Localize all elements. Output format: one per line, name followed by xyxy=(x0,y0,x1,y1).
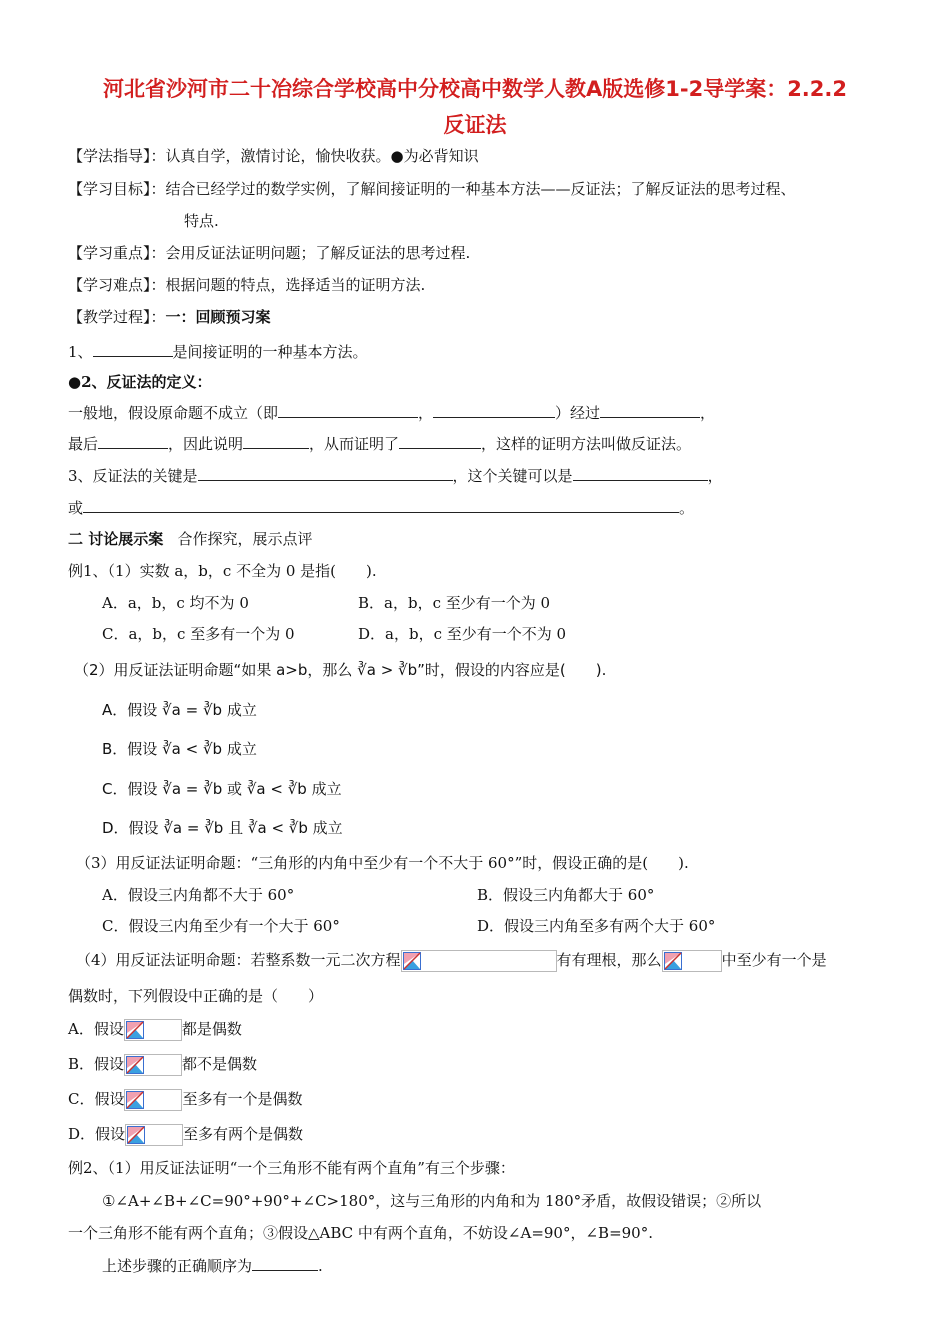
guide-label: 【学法指导】： xyxy=(68,147,166,165)
cbrt-a: ∛a xyxy=(162,740,181,758)
blank[interactable] xyxy=(433,402,555,418)
goal-text: 结合已经学过的数学实例，了解间接证明的一种基本方法——反证法；了解反证法的思考过程、 xyxy=(165,180,796,198)
ex1-q2-post: ”时，假设的内容应是( ). xyxy=(417,661,607,679)
process-row xyxy=(68,307,271,327)
ex1-q3-option-c[interactable]: C．假设三内角至少有一个大于 60° xyxy=(102,917,340,935)
ex1-q4-a: （4）用反证法证明命题：若整系数一元二次方程 xyxy=(76,951,401,969)
ex1-q1-option-c[interactable]: C．a，b，c 至多有一个为 0 xyxy=(102,625,295,643)
focus-text: 会用反证法证明问题；了解反证法的思考过程. xyxy=(165,244,471,262)
cbrt-b: ∛b xyxy=(398,661,418,679)
q2-line2-c: ，从而证明了 xyxy=(309,435,400,453)
option-pre: D．假设 xyxy=(102,819,159,837)
cbrt-b: ∛b xyxy=(202,701,223,719)
ex1-q3-option-d[interactable]: D．假设三内角至多有两个大于 60° xyxy=(477,917,716,935)
coefficients-image-placeholder xyxy=(124,1019,182,1041)
broken-image-icon xyxy=(127,1126,145,1144)
ex1-q4-option-a[interactable] xyxy=(68,1019,242,1041)
focus-label: 【学习重点】： xyxy=(68,244,166,262)
option-post: 成立 xyxy=(311,780,342,798)
coefficients-image-placeholder xyxy=(662,950,722,972)
ex1-q2-option-d[interactable] xyxy=(102,818,343,838)
option-pre: B．假设 xyxy=(102,740,158,758)
q2-heading: ●2、反证法的定义： xyxy=(68,373,212,391)
ex1-q4-option-d[interactable] xyxy=(68,1124,303,1146)
lt: < xyxy=(270,780,283,798)
goal-label: 【学习目标】： xyxy=(68,180,166,198)
blank[interactable] xyxy=(98,433,168,449)
q3-row xyxy=(68,465,723,486)
option-pre: A．假设 xyxy=(102,701,158,719)
blank[interactable] xyxy=(198,465,453,481)
q2-line2-b: ，因此说明 xyxy=(168,435,244,453)
option-post: 都是偶数 xyxy=(181,1020,242,1038)
ex1-q3-option-b[interactable]: B．假设三内角都大于 60° xyxy=(477,886,655,904)
cbrt-b: ∛b xyxy=(288,819,308,837)
blank[interactable] xyxy=(573,465,708,481)
q3-c: ， xyxy=(707,467,723,485)
coefficients-image-placeholder xyxy=(124,1054,182,1076)
q2-line-1 xyxy=(68,402,715,423)
option-pre: C．假设 xyxy=(102,780,158,798)
ex1-q3-option-a[interactable]: A．假设三内角都不大于 60° xyxy=(102,886,295,904)
gt: > xyxy=(380,661,394,679)
option-post: 至多有一个是偶数 xyxy=(182,1090,303,1108)
blank[interactable] xyxy=(600,402,700,418)
difficulty-text: 根据问题的特点，选择适当的证明方法. xyxy=(165,276,426,294)
lt: < xyxy=(271,819,285,837)
option-post: 成立 xyxy=(226,740,257,758)
section-2-heading xyxy=(68,529,313,549)
eq: = xyxy=(185,780,199,798)
ex2-line-3 xyxy=(102,1255,323,1276)
blank[interactable] xyxy=(399,433,481,449)
ex1-q2-option-a[interactable] xyxy=(102,700,257,720)
q1-row xyxy=(68,341,368,362)
process-text: 一：回顾预习案 xyxy=(165,308,271,326)
ex1-q1-option-b[interactable]: B．a，b，c 至少有一个为 0 xyxy=(358,594,551,612)
title-line-1: 河北省沙河市二十冶综合学校高中分校高中数学人教A版选修1-2导学案：2.2.2 xyxy=(103,77,847,101)
blank[interactable] xyxy=(278,402,418,418)
q1-text: 是间接证明的一种基本方法。 xyxy=(172,343,368,361)
broken-image-icon xyxy=(126,1056,144,1074)
title-line-2: 反证法 xyxy=(443,113,507,137)
cbrt-a: ∛a xyxy=(247,819,267,837)
coefficients-image-placeholder xyxy=(125,1124,183,1146)
ex1-q1: 例1、（1）实数 a，b，c 不全为 0 是指( ). xyxy=(68,562,377,580)
q3-row-2 xyxy=(68,497,694,518)
q1-num: 1、 xyxy=(68,343,93,361)
ex1-q2 xyxy=(74,660,606,680)
ex2-line3-a: 上述步骤的正确顺序为 xyxy=(102,1257,253,1275)
ex1-q4-b: 有有理根，那么 xyxy=(556,951,662,969)
guide-row xyxy=(68,146,479,166)
focus-row xyxy=(68,243,470,263)
lt: < xyxy=(185,740,199,758)
coefficients-image-placeholder xyxy=(124,1089,182,1111)
goal-row xyxy=(68,179,796,199)
ex1-q4 xyxy=(76,950,827,972)
q3-b: ，这个关键可以是 xyxy=(452,467,573,485)
q2-line2-d: ，这样的证明方法叫做反证法。 xyxy=(481,435,692,453)
ex1-q4-option-b[interactable] xyxy=(68,1054,257,1076)
cbrt-b: ∛b xyxy=(204,819,224,837)
ex2-line-2: 一个三角形不能有两个直角；③假设△ABC 中有两个直角，不妨设∠A=90°，∠B=90°. xyxy=(68,1224,653,1242)
option-post: 至多有两个是偶数 xyxy=(183,1125,304,1143)
option-pre: C．假设 xyxy=(68,1090,125,1108)
q3-line2-b: 。 xyxy=(679,499,695,517)
section2-bold: 二 讨论展示案 xyxy=(68,530,164,548)
broken-image-icon xyxy=(126,1091,144,1109)
equation-image-placeholder xyxy=(401,950,557,972)
q1-blank[interactable] xyxy=(93,341,173,357)
q2-line1-c: ）经过 xyxy=(555,404,601,422)
difficulty-row xyxy=(68,275,425,295)
answer-blank[interactable] xyxy=(252,1255,318,1271)
and: 且 xyxy=(228,819,244,837)
ex1-q2-option-b[interactable] xyxy=(102,739,257,759)
ex1-q1-option-d[interactable]: D．a，b，c 至少有一个不为 0 xyxy=(358,625,567,643)
q2-line-2 xyxy=(68,433,691,454)
broken-image-icon xyxy=(664,952,682,970)
ex1-q4-option-c[interactable] xyxy=(68,1089,303,1111)
broken-image-icon xyxy=(403,952,421,970)
ex1-q2-pre: （2）用反证法证明命题“如果 a>b，那么 xyxy=(74,661,353,679)
ex1-q3: （3）用反证法证明命题：“三角形的内角中至少有一个不大于 60°”时，假设正确的是( ). xyxy=(76,854,689,872)
q2-line1-b: ， xyxy=(418,404,434,422)
goal-row-2: 特点. xyxy=(184,212,219,230)
eq: = xyxy=(185,701,199,719)
eq: = xyxy=(186,819,200,837)
process-label: 【教学过程】： xyxy=(68,308,166,326)
option-post: 都不是偶数 xyxy=(182,1055,258,1073)
difficulty-label: 【学习难点】： xyxy=(68,276,166,294)
q2-line1-a: 一般地，假设原命题不成立（即 xyxy=(68,404,279,422)
cbrt-b: ∛b xyxy=(203,780,223,798)
option-post: 成立 xyxy=(226,701,257,719)
q3-line2-a: 或 xyxy=(68,499,84,517)
ex2-line-1: ①∠A+∠B+∠C=90°+90°+∠C>180°，这与三角形的内角和为 180°矛盾，故假设错误；②所以 xyxy=(102,1192,762,1210)
q2-line1-d: ， xyxy=(700,404,716,422)
ex1-q2-option-c[interactable] xyxy=(102,779,342,799)
option-pre: D．假设 xyxy=(68,1125,126,1143)
option-pre: A．假设 xyxy=(68,1020,124,1038)
option-post: 成立 xyxy=(312,819,343,837)
broken-image-icon xyxy=(126,1021,144,1039)
cbrt-a: ∛a xyxy=(246,780,266,798)
cbrt-a: ∛a xyxy=(163,819,183,837)
section2-text: 合作探究，展示点评 xyxy=(177,530,313,548)
option-pre: B．假设 xyxy=(68,1055,125,1073)
q3-a: 3、反证法的关键是 xyxy=(68,467,198,485)
blank[interactable] xyxy=(243,433,309,449)
ex1-q4-c: 中至少有一个是 xyxy=(721,951,827,969)
guide-text: 认真自学，激情讨论，愉快收获。●为必背知识 xyxy=(165,147,479,165)
cbrt-a: ∛a xyxy=(162,701,181,719)
cbrt-a: ∛a xyxy=(357,661,376,679)
blank[interactable] xyxy=(83,497,679,513)
ex1-q1-option-a[interactable]: A．a，b，c 均不为 0 xyxy=(102,594,249,612)
q2-line2-a: 最后 xyxy=(68,435,99,453)
cbrt-a: ∛a xyxy=(162,780,182,798)
cbrt-b: ∛b xyxy=(202,740,223,758)
ex2-line3-b: . xyxy=(318,1257,323,1275)
cbrt-b: ∛b xyxy=(287,780,307,798)
ex2-q1: 例2、（1）用反证法证明“一个三角形不能有两个直角”有三个步骤： xyxy=(68,1159,515,1177)
or: 或 xyxy=(227,780,243,798)
ex1-q4-line-2: 偶数时，下列假设中正确的是（ ） xyxy=(68,987,324,1005)
